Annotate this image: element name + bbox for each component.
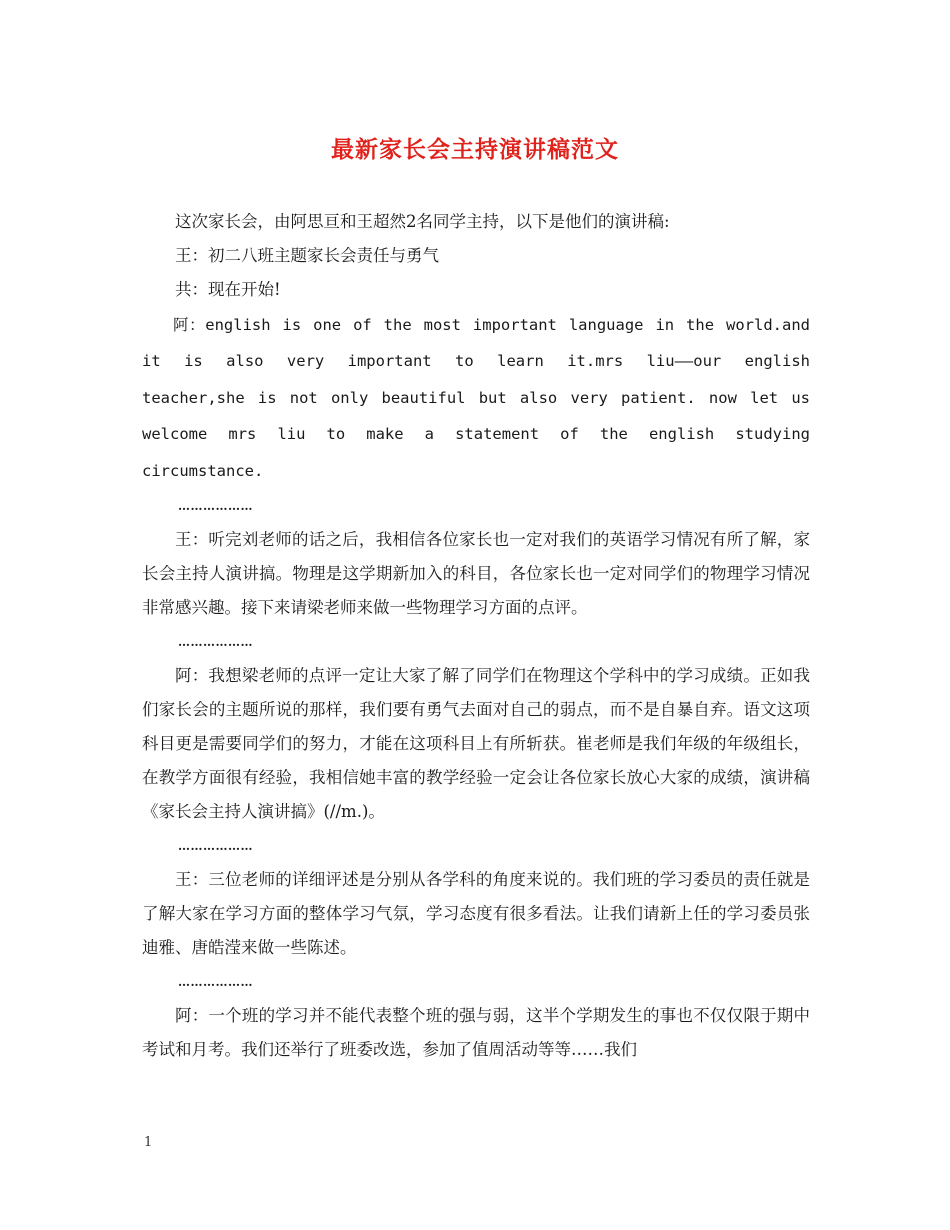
- paragraph-study-committee: 王：三位老师的详细评述是分别从各学科的角度来说的。我们班的学习委员的责任就是了解大家在学习方面的整体学习气氛，学习态度有很多看法。让我们请新上任的学习委员张迪雅、唐皓滢来做一些陈述。: [142, 870, 810, 958]
- paragraph-start: 共：现在开始!: [175, 280, 281, 299]
- paragraph-physics: 王：听完刘老师的话之后，我相信各位家长也一定对我们的英语学习情况有所了解，家长会主持人演讲搞。物理是这学期新加入的科目，各位家长也一定对同学们的物理学习情况非常感兴趣。接下来请梁老师来做一些物理学习方面的点评。: [142, 530, 810, 618]
- ellipsis-separator: ………………: [178, 975, 253, 990]
- ellipsis-separator: ………………: [178, 499, 253, 514]
- paragraph-chinese: 阿：我想梁老师的点评一定让大家了解了同学们在物理这个学科中的学习成绩。正如我们家长会的主题所说的那样，我们要有勇气去面对自己的弱点，而不是自暴自弃。语文这项科目更是需要同学们的努力，才能在这项科目上有所斩获。崔老师是我们年级的年级组长，在教学方面很有经验，我相信她丰富的教学经验一定会让各位家长放心大家的成绩，演讲稿《家长会主持人演讲搞》(//m.)。: [142, 666, 810, 822]
- ellipsis-separator: ………………: [178, 635, 253, 650]
- paragraph-theme: 王：初二八班主题家长会责任与勇气: [175, 246, 439, 265]
- document-body: [142, 205, 810, 1067]
- paragraph-english: 阿：english is one of the most important language in the world.and it is also very important to learn it.mrs liu——our english teacher,she is not only beautiful but also very patient. now let us welcome mrs liu to make a statement of the english studying circumstance.: [142, 316, 810, 480]
- document-title: 最新家长会主持演讲稿范文: [331, 136, 619, 163]
- ellipsis-separator: ………………: [178, 839, 253, 854]
- paragraph-intro: 这次家长会，由阿思亘和王超然2名同学主持，以下是他们的演讲稿:: [175, 212, 670, 231]
- paragraph-class-activities: 阿：一个班的学习并不能代表整个班的强与弱，这半个学期发生的事也不仅仅限于期中考试和月考。我们还举行了班委改选，参加了值周活动等等……我们: [142, 1006, 810, 1060]
- page-number: 1: [144, 1135, 153, 1150]
